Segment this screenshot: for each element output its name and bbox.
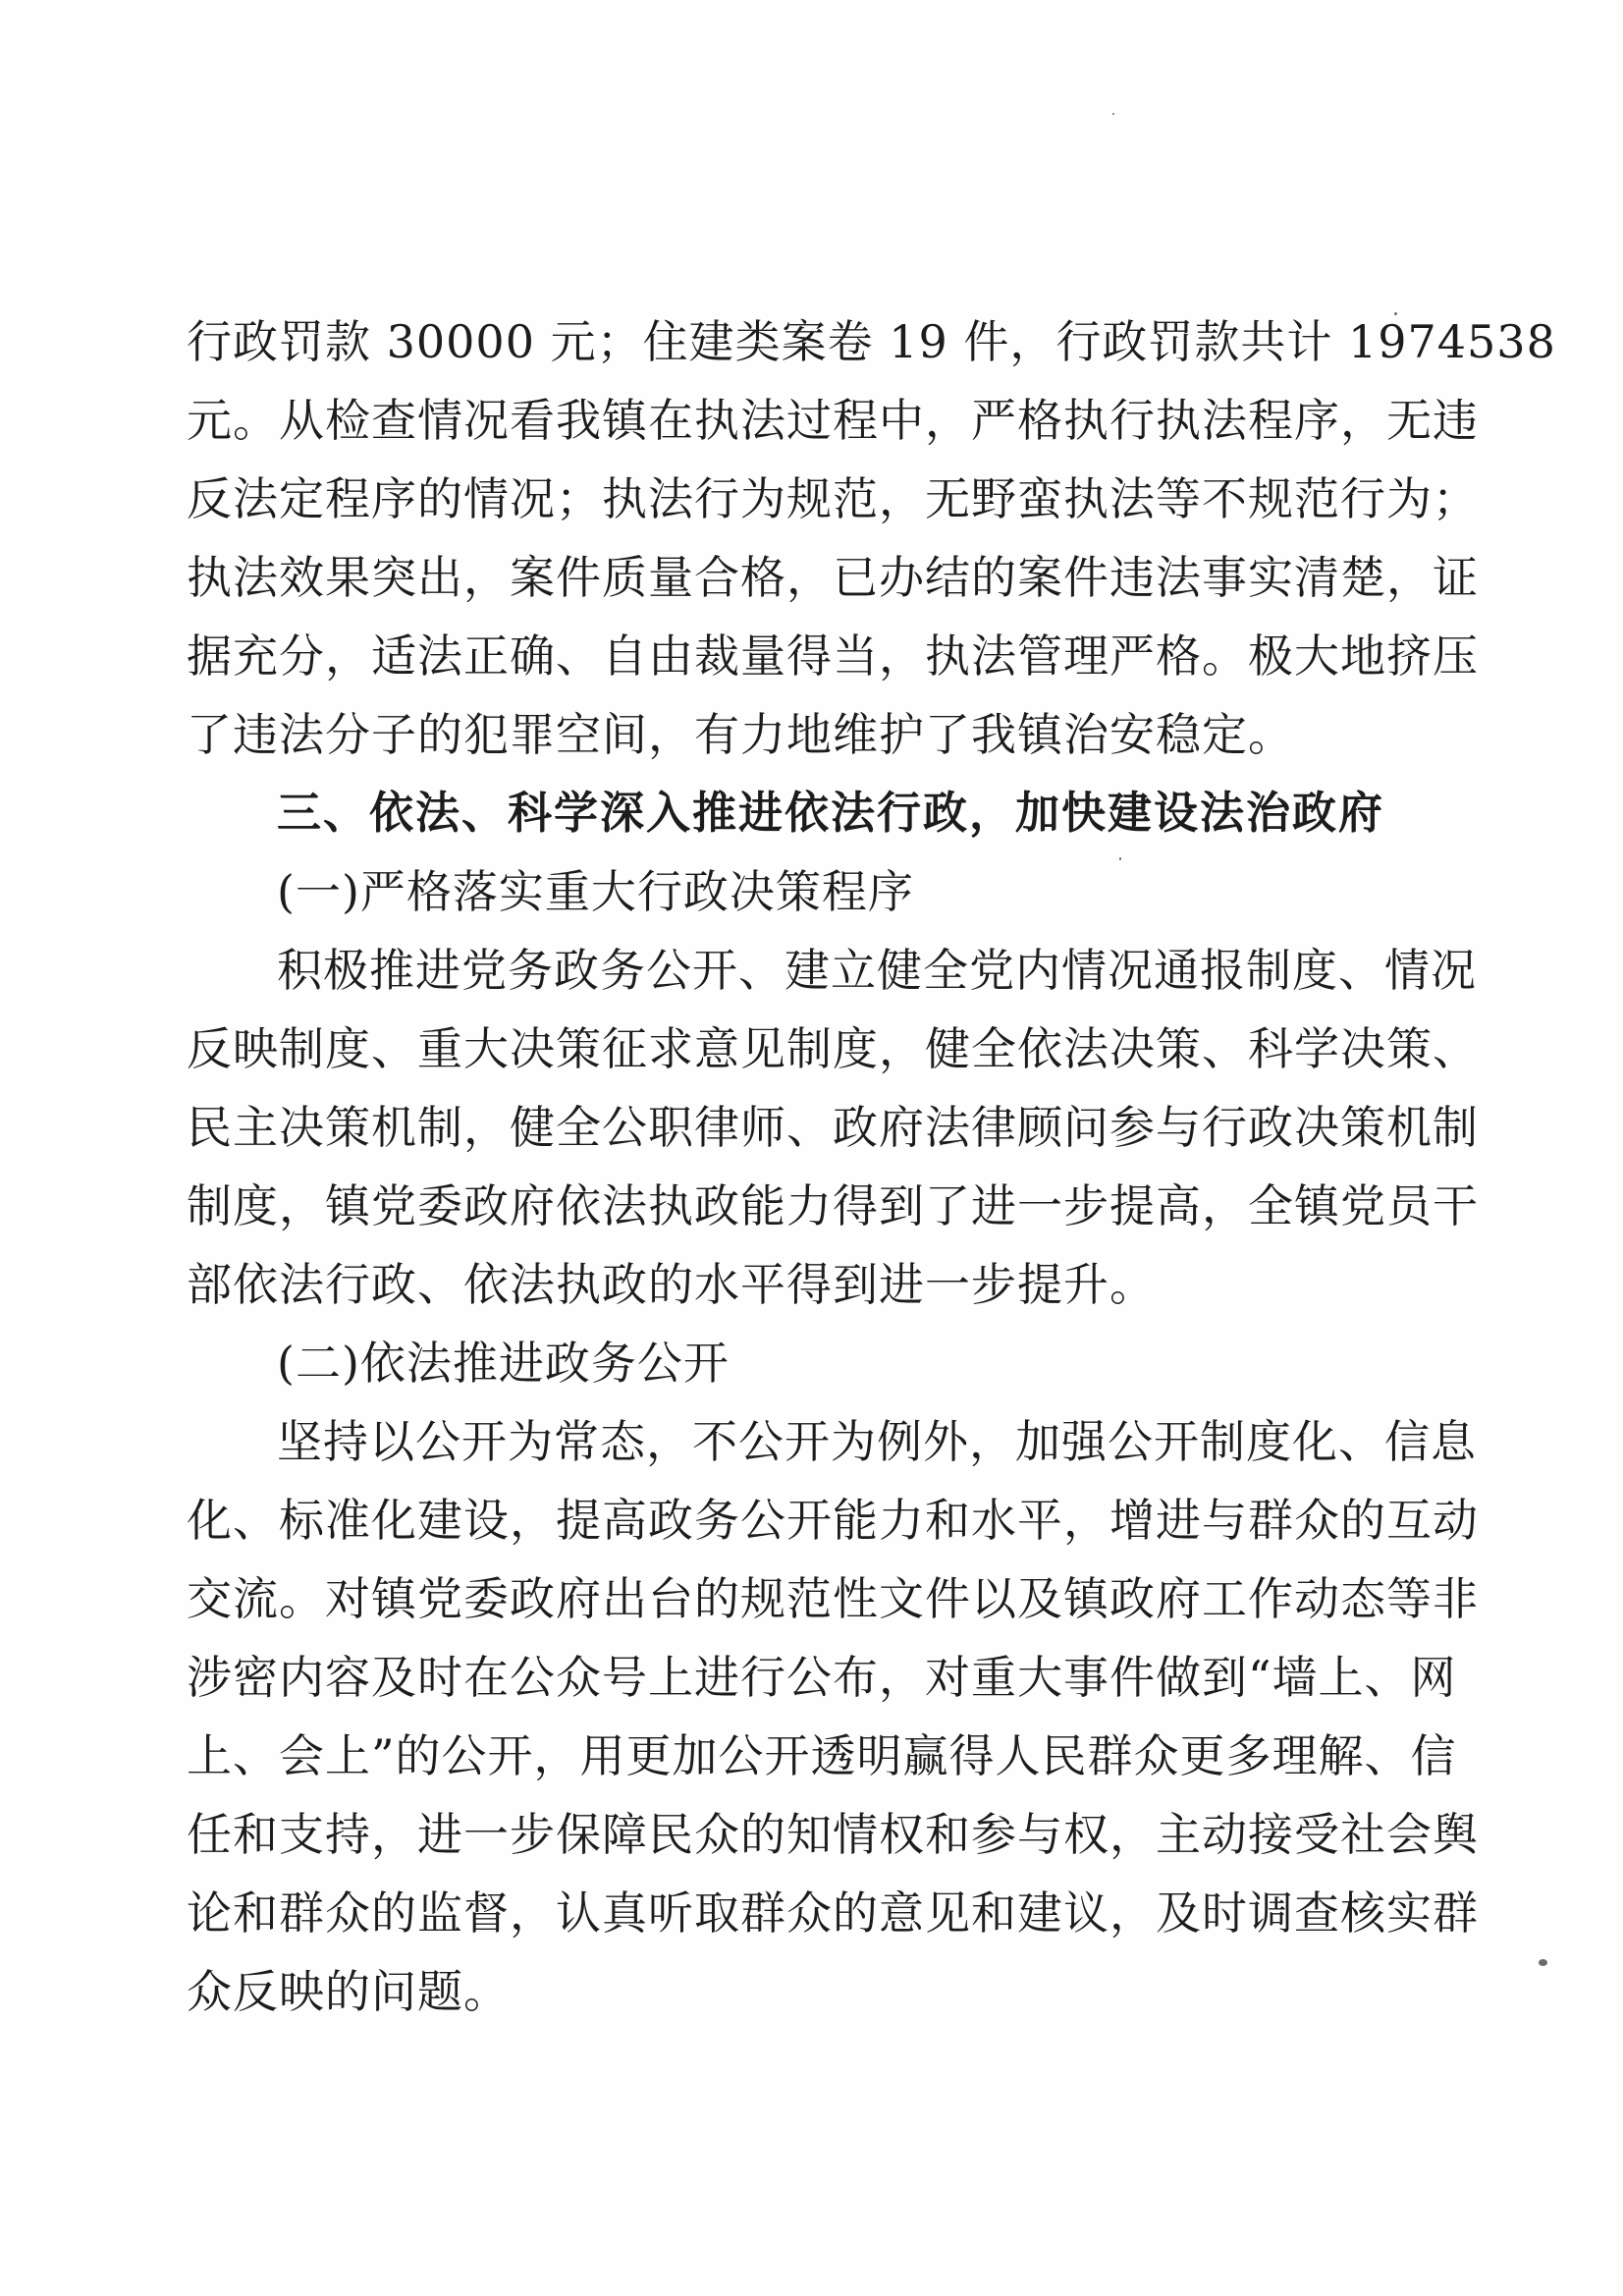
scan-speck xyxy=(1112,113,1114,115)
paragraph-line: 反法定程序的情况；执法行为规范，无野蛮执法等不规范行为； xyxy=(187,472,1479,525)
section-heading: 三、依法、科学深入推进依法行政，加快建设法治政府 xyxy=(277,787,1385,839)
paragraph-line: 行政罚款 30000 元；住建类案卷 19 件，行政罚款共计 1974538 xyxy=(187,315,1556,368)
paragraph-line: 坚持以公开为常态，不公开为例外，加强公开制度化、信息 xyxy=(277,1415,1477,1468)
paragraph-line: 据充分，适法正确、自由裁量得当，执法管理严格。极大地挤压 xyxy=(187,629,1479,683)
paragraph-line: 涉密内容及时在公众号上进行公布，对重大事件做到“墙上、网 xyxy=(187,1651,1457,1704)
paragraph-line: 众反映的问题。 xyxy=(187,1965,510,2018)
paragraph-line: 交流。对镇党委政府出台的规范性文件以及镇政府工作动态等非 xyxy=(187,1572,1479,1625)
paragraph-line: 制度，镇党委政府依法执政能力得到了进一步提高，全镇党员干 xyxy=(187,1179,1479,1232)
paragraph-line: 积极推进党务政务公开、建立健全党内情况通报制度、情况 xyxy=(277,944,1477,997)
paragraph-line: 执法效果突出，案件质量合格，已办结的案件违法事实清楚，证 xyxy=(187,551,1479,604)
paragraph-line: 论和群众的监督，认真听取群众的意见和建议，及时调查核实群 xyxy=(187,1886,1479,1940)
paragraph-line: 化、标准化建设，提高政务公开能力和水平，增进与群众的互动 xyxy=(187,1494,1479,1547)
scan-speck xyxy=(1539,1959,1547,1966)
paragraph-line: 民主决策机制，健全公职律师、政府法律顾问参与行政决策机制 xyxy=(187,1101,1479,1154)
scan-speck xyxy=(1394,312,1397,315)
paragraph-line: 了违法分子的犯罪空间，有力地维护了我镇治安稳定。 xyxy=(187,708,1294,761)
paragraph-line: 部依法行政、依法执政的水平得到进一步提升。 xyxy=(187,1258,1156,1311)
paragraph-line: 上、会上”的公开，用更加公开透明赢得人民群众更多理解、信 xyxy=(187,1729,1457,1782)
paragraph-line: 任和支持，进一步保障民众的知情权和参与权，主动接受社会舆 xyxy=(187,1808,1479,1861)
subsection-heading: (二)依法推进政务公开 xyxy=(277,1337,730,1390)
paragraph-line: 元。从检查情况看我镇在执法过程中，严格执行执法程序，无违 xyxy=(187,394,1479,447)
scan-speck xyxy=(1119,857,1121,860)
subsection-heading: (一)严格落实重大行政决策程序 xyxy=(277,865,914,918)
paragraph-line: 反映制度、重大决策征求意见制度，健全依法决策、科学决策、 xyxy=(187,1022,1479,1075)
